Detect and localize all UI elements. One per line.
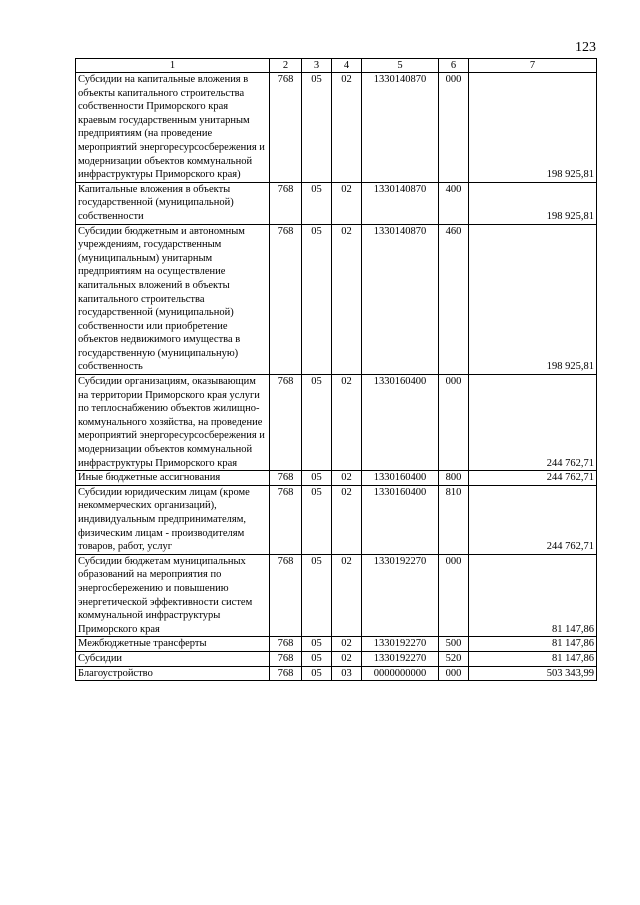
table-row — [76, 554, 597, 637]
row-target-article: 0000000000 — [362, 666, 439, 681]
row-name: Субсидии организациям, оказывающим на территории Приморского края услуги по теплоснабжению объектов жилищно-коммунального хозяйства, на проведение мероприятий энергоресурсосбережения и модернизации объектов коммунальной инфраструктуры Приморского края — [76, 375, 270, 471]
row-section-code: 05 — [302, 651, 332, 666]
table-row — [76, 471, 597, 486]
row-ministry-code: 768 — [270, 224, 302, 375]
row-expense-type: 500 — [439, 637, 469, 652]
row-subsection-code: 02 — [332, 73, 362, 183]
header-col-1: 1 — [76, 59, 270, 73]
row-expense-type: 800 — [439, 471, 469, 486]
row-amount: 198 925,81 — [469, 182, 597, 224]
table-row — [76, 182, 597, 224]
row-subsection-code: 02 — [332, 471, 362, 486]
row-expense-type: 810 — [439, 485, 469, 554]
row-amount: 503 343,99 — [469, 666, 597, 681]
table-row — [76, 637, 597, 652]
row-ministry-code: 768 — [270, 651, 302, 666]
row-expense-type: 460 — [439, 224, 469, 375]
row-section-code: 05 — [302, 471, 332, 486]
row-target-article: 1330160400 — [362, 485, 439, 554]
row-target-article: 1330160400 — [362, 471, 439, 486]
row-ministry-code: 768 — [270, 637, 302, 652]
row-expense-type: 000 — [439, 375, 469, 471]
row-target-article: 1330192270 — [362, 651, 439, 666]
row-section-code: 05 — [302, 637, 332, 652]
row-target-article: 1330140870 — [362, 73, 439, 183]
header-col-4: 4 — [332, 59, 362, 73]
header-col-5: 5 — [362, 59, 439, 73]
row-expense-type: 000 — [439, 666, 469, 681]
header-col-7: 7 — [469, 59, 597, 73]
row-name: Благоустройство — [76, 666, 270, 681]
header-col-6: 6 — [439, 59, 469, 73]
row-subsection-code: 02 — [332, 182, 362, 224]
row-amount: 81 147,86 — [469, 554, 597, 637]
row-amount: 244 762,71 — [469, 485, 597, 554]
row-expense-type: 400 — [439, 182, 469, 224]
table-row — [76, 73, 597, 183]
row-name: Субсидии бюджетам муниципальных образований на мероприятия по энергосбережению и повышению энергетической эффективности систем коммунальной инфраструктуры Приморского края — [76, 554, 270, 637]
row-section-code: 05 — [302, 485, 332, 554]
row-target-article: 1330192270 — [362, 554, 439, 637]
header-col-3: 3 — [302, 59, 332, 73]
row-ministry-code: 768 — [270, 471, 302, 486]
header-row — [76, 59, 597, 73]
row-amount: 81 147,86 — [469, 637, 597, 652]
row-ministry-code: 768 — [270, 182, 302, 224]
row-section-code: 05 — [302, 73, 332, 183]
row-section-code: 05 — [302, 375, 332, 471]
row-subsection-code: 02 — [332, 375, 362, 471]
row-target-article: 1330192270 — [362, 637, 439, 652]
row-subsection-code: 02 — [332, 485, 362, 554]
table-row — [76, 375, 597, 471]
row-name: Субсидии — [76, 651, 270, 666]
row-ministry-code: 768 — [270, 375, 302, 471]
row-amount: 244 762,71 — [469, 375, 597, 471]
row-section-code: 05 — [302, 182, 332, 224]
row-subsection-code: 02 — [332, 554, 362, 637]
row-name: Иные бюджетные ассигнования — [76, 471, 270, 486]
row-section-code: 05 — [302, 224, 332, 375]
row-ministry-code: 768 — [270, 666, 302, 681]
row-expense-type: 000 — [439, 554, 469, 637]
row-section-code: 05 — [302, 666, 332, 681]
table-row — [76, 224, 597, 375]
row-ministry-code: 768 — [270, 485, 302, 554]
row-expense-type: 520 — [439, 651, 469, 666]
row-expense-type: 000 — [439, 73, 469, 183]
row-name: Капитальные вложения в объекты государственной (муниципальной) собственности — [76, 182, 270, 224]
table-row — [76, 651, 597, 666]
row-name: Межбюджетные трансферты — [76, 637, 270, 652]
row-subsection-code: 02 — [332, 224, 362, 375]
table-row — [76, 485, 597, 554]
row-amount: 244 762,71 — [469, 471, 597, 486]
row-target-article: 1330160400 — [362, 375, 439, 471]
row-amount: 198 925,81 — [469, 224, 597, 375]
row-name: Субсидии на капитальные вложения в объекты капитального строительства собственности Приморского края краевым государственным унитарным предприятиям (на проведение мероприятий энергоресурсосбережения и модернизации объектов коммунальной инфраструктуры Приморского края) — [76, 73, 270, 183]
row-ministry-code: 768 — [270, 73, 302, 183]
row-name: Субсидии бюджетным и автономным учреждениям, государственным (муниципальным) унитарным предприятиям на осуществление капитальных вложений в объекты капитального строительства государственной (муниципальной) собственности или приобретение объектов недвижимого имущества в государственную (муниципальную) собственность — [76, 224, 270, 375]
page-number: 123 — [575, 40, 596, 55]
header-col-2: 2 — [270, 59, 302, 73]
row-subsection-code: 02 — [332, 637, 362, 652]
row-target-article: 1330140870 — [362, 224, 439, 375]
row-subsection-code: 03 — [332, 666, 362, 681]
row-section-code: 05 — [302, 554, 332, 637]
budget-table — [75, 58, 597, 681]
row-ministry-code: 768 — [270, 554, 302, 637]
row-subsection-code: 02 — [332, 651, 362, 666]
row-target-article: 1330140870 — [362, 182, 439, 224]
table-row — [76, 666, 597, 681]
row-name: Субсидии юридическим лицам (кроме некоммерческих организаций), индивидуальным предпринимателям, физическим лицам - производителям товаров, работ, услуг — [76, 485, 270, 554]
row-amount: 81 147,86 — [469, 651, 597, 666]
row-amount: 198 925,81 — [469, 73, 597, 183]
